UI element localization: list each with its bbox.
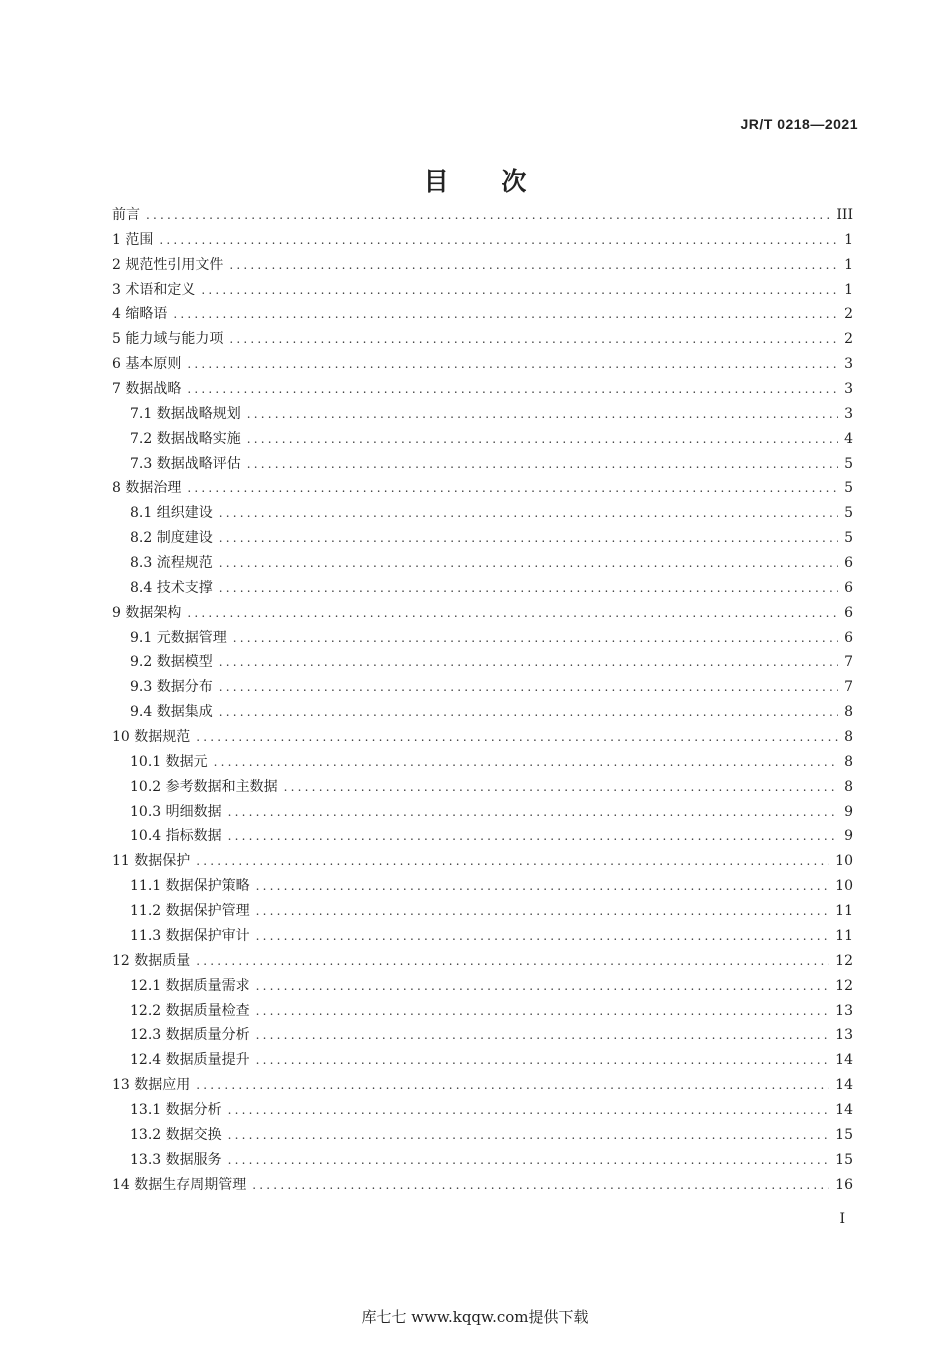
toc-leader-dots — [219, 675, 838, 700]
page-number: I — [839, 1211, 845, 1227]
toc-leader-dots — [219, 650, 838, 675]
toc-entry-page: 6 — [844, 604, 853, 621]
toc-leader-dots — [284, 775, 838, 800]
toc-entry-label: 12.3 数据质量分析 — [130, 1027, 250, 1044]
toc-entry-label: 13.1 数据分析 — [130, 1101, 222, 1118]
toc-entry[interactable] — [112, 899, 853, 924]
toc-entry-page: 10 — [835, 878, 853, 895]
toc-leader-dots — [247, 427, 838, 452]
toc-entry[interactable] — [112, 626, 853, 651]
toc-entry-label: 1 范围 — [112, 231, 154, 248]
toc-leader-dots — [228, 1123, 830, 1148]
toc-entry-page: 14 — [835, 1101, 853, 1118]
toc-entry[interactable] — [112, 601, 853, 626]
toc-leader-dots — [247, 402, 838, 427]
toc-entry-page: 11 — [835, 927, 853, 944]
toc-entry-page: 6 — [844, 579, 853, 596]
toc-entry-page: 7 — [844, 679, 853, 696]
toc-entry[interactable] — [112, 327, 853, 352]
toc-entry-page: 13 — [835, 1027, 853, 1044]
toc-entry-label: 9 数据架构 — [112, 604, 182, 621]
toc-entry-label: 10.3 明细数据 — [130, 803, 222, 820]
toc-entry[interactable] — [112, 526, 853, 551]
toc-entry-label: 2 规范性引用文件 — [112, 256, 224, 273]
toc-entry[interactable] — [112, 1023, 853, 1048]
toc-entry[interactable] — [112, 1123, 853, 1148]
toc-entry-label: 5 能力域与能力项 — [112, 331, 224, 348]
toc-entry-label: 11 数据保护 — [112, 853, 191, 870]
toc-entry-label: 12 数据质量 — [112, 952, 191, 969]
toc-entry-page: 2 — [844, 331, 853, 348]
toc-entry-label: 8.2 制度建设 — [130, 530, 213, 547]
toc-entry[interactable] — [112, 302, 853, 327]
table-of-contents — [112, 203, 853, 1197]
toc-leader-dots — [256, 1023, 830, 1048]
toc-entry[interactable] — [112, 576, 853, 601]
toc-leader-dots — [187, 601, 838, 626]
toc-entry-page: 8 — [844, 704, 853, 721]
toc-leader-dots — [196, 1073, 829, 1098]
toc-entry-page: 5 — [844, 505, 853, 522]
toc-entry-label: 前言 — [112, 207, 140, 223]
toc-entry-label: 13.2 数据交换 — [130, 1126, 222, 1143]
toc-entry-page: 15 — [835, 1151, 853, 1168]
toc-entry-page: 3 — [844, 356, 853, 373]
toc-entry-page: 8 — [844, 753, 853, 770]
toc-entry[interactable] — [112, 203, 853, 228]
toc-entry-label: 12.1 数据质量需求 — [130, 977, 250, 994]
toc-entry-label: 10.2 参考数据和主数据 — [130, 778, 278, 795]
toc-leader-dots — [256, 924, 830, 949]
toc-entry-page: 16 — [835, 1176, 853, 1193]
toc-entry-label: 8.1 组织建设 — [130, 505, 213, 522]
toc-entry[interactable] — [112, 1148, 853, 1173]
toc-entry-page: 15 — [835, 1126, 853, 1143]
toc-entry[interactable] — [112, 650, 853, 675]
toc-entry[interactable] — [112, 1173, 853, 1198]
toc-entry-page: 1 — [844, 281, 853, 298]
toc-leader-dots — [219, 501, 838, 526]
standard-code: JR/T 0218—2021 — [740, 116, 858, 132]
toc-leader-dots — [256, 874, 830, 899]
toc-entry-label: 12.2 数据质量检查 — [130, 1002, 250, 1019]
toc-leader-dots — [229, 253, 838, 278]
toc-entry-page: 12 — [835, 952, 853, 969]
toc-entry-label: 9.2 数据模型 — [130, 654, 213, 671]
toc-entry[interactable] — [112, 452, 853, 477]
toc-entry-label: 7.3 数据战略评估 — [130, 455, 241, 472]
toc-entry-page: 6 — [844, 555, 853, 572]
toc-entry-page: 9 — [844, 828, 853, 845]
toc-entry-page: 4 — [844, 430, 853, 447]
toc-entry[interactable] — [112, 402, 853, 427]
toc-leader-dots — [187, 476, 838, 501]
toc-entry-label: 10.1 数据元 — [130, 753, 208, 770]
toc-leader-dots — [256, 974, 830, 999]
toc-entry-label: 14 数据生存周期管理 — [112, 1176, 247, 1193]
toc-entry-page: 3 — [844, 381, 853, 398]
toc-entry-page: 11 — [835, 903, 853, 920]
toc-entry-page: 13 — [835, 1002, 853, 1019]
toc-entry-label: 7.1 数据战略规划 — [130, 405, 241, 422]
toc-entry-label: 9.3 数据分布 — [130, 679, 213, 696]
toc-entry[interactable] — [112, 253, 853, 278]
toc-entry-page: 1 — [844, 231, 853, 248]
toc-entry-page: 3 — [844, 405, 853, 422]
toc-leader-dots — [219, 700, 838, 725]
footer-watermark: 库七七 www.kqqw.com提供下载 — [361, 1308, 589, 1326]
toc-entry[interactable] — [112, 775, 853, 800]
toc-leader-dots — [247, 452, 838, 477]
toc-entry-label: 3 术语和定义 — [112, 281, 196, 298]
toc-entry-page: 7 — [844, 654, 853, 671]
toc-entry-page: 8 — [844, 778, 853, 795]
toc-leader-dots — [219, 526, 838, 551]
toc-leader-dots — [173, 302, 838, 327]
toc-leader-dots — [196, 849, 829, 874]
toc-leader-dots — [187, 352, 838, 377]
toc-entry-page: 12 — [835, 977, 853, 994]
toc-entry[interactable] — [112, 849, 853, 874]
toc-entry[interactable] — [112, 1098, 853, 1123]
toc-entry[interactable] — [112, 700, 853, 725]
toc-leader-dots — [229, 327, 838, 352]
toc-entry-page: 10 — [835, 853, 853, 870]
toc-leader-dots — [256, 1048, 830, 1073]
toc-entry-page: 9 — [844, 803, 853, 820]
toc-entry-page: 14 — [835, 1077, 853, 1094]
toc-entry-label: 7.2 数据战略实施 — [130, 430, 241, 447]
toc-entry-label: 10.4 指标数据 — [130, 828, 222, 845]
toc-entry-label: 9.1 元数据管理 — [130, 629, 227, 646]
toc-leader-dots — [228, 824, 838, 849]
toc-entry[interactable] — [112, 1073, 853, 1098]
toc-leader-dots — [256, 999, 830, 1024]
toc-leader-dots — [252, 1173, 829, 1198]
toc-entry-page: 5 — [844, 455, 853, 472]
toc-entry[interactable] — [112, 725, 853, 750]
toc-entry-label: 9.4 数据集成 — [130, 704, 213, 721]
toc-entry-page: 14 — [835, 1052, 853, 1069]
toc-entry[interactable] — [112, 949, 853, 974]
toc-entry[interactable] — [112, 352, 853, 377]
toc-leader-dots — [214, 750, 838, 775]
toc-entry[interactable] — [112, 228, 853, 253]
toc-entry-label: 8 数据治理 — [112, 480, 182, 497]
toc-entry-page: 5 — [844, 480, 853, 497]
toc-entry-label: 7 数据战略 — [112, 381, 182, 398]
toc-leader-dots — [228, 1098, 830, 1123]
toc-entry[interactable] — [112, 999, 853, 1024]
toc-entry[interactable] — [112, 278, 853, 303]
toc-title: 目 次 — [423, 167, 549, 196]
toc-leader-dots — [196, 725, 838, 750]
toc-entry-page: 6 — [844, 629, 853, 646]
toc-leader-dots — [219, 551, 838, 576]
toc-entry-label: 13.3 数据服务 — [130, 1151, 222, 1168]
toc-leader-dots — [228, 1148, 830, 1173]
toc-entry-label: 4 缩略语 — [112, 306, 168, 323]
toc-entry-page: 8 — [844, 729, 853, 746]
toc-entry[interactable] — [112, 501, 853, 526]
toc-entry[interactable] — [112, 824, 853, 849]
toc-entry-label: 11.2 数据保护管理 — [130, 903, 250, 920]
toc-entry[interactable] — [112, 974, 853, 999]
toc-entry-label: 13 数据应用 — [112, 1077, 191, 1094]
toc-entry[interactable] — [112, 377, 853, 402]
toc-leader-dots — [201, 278, 838, 303]
toc-entry[interactable] — [112, 924, 853, 949]
toc-leader-dots — [228, 800, 838, 825]
toc-entry-label: 8.4 技术支撑 — [130, 579, 213, 596]
toc-leader-dots — [256, 899, 830, 924]
toc-entry[interactable] — [112, 675, 853, 700]
toc-entry-label: 11.1 数据保护策略 — [130, 878, 250, 895]
toc-entry-page: III — [836, 207, 853, 223]
toc-leader-dots — [146, 203, 830, 228]
toc-leader-dots — [219, 576, 838, 601]
toc-entry[interactable] — [112, 1048, 853, 1073]
toc-entry-page: 5 — [844, 530, 853, 547]
toc-entry[interactable] — [112, 476, 853, 501]
toc-entry[interactable] — [112, 750, 853, 775]
toc-leader-dots — [187, 377, 838, 402]
toc-leader-dots — [233, 626, 838, 651]
toc-entry[interactable] — [112, 874, 853, 899]
toc-entry-page: 1 — [844, 256, 853, 273]
toc-leader-dots — [159, 228, 838, 253]
toc-entry[interactable] — [112, 551, 853, 576]
toc-entry-label: 12.4 数据质量提升 — [130, 1052, 250, 1069]
toc-leader-dots — [196, 949, 829, 974]
toc-entry-label: 11.3 数据保护审计 — [130, 927, 250, 944]
toc-entry[interactable] — [112, 427, 853, 452]
toc-entry[interactable] — [112, 800, 853, 825]
toc-entry-label: 10 数据规范 — [112, 729, 191, 746]
toc-entry-label: 8.3 流程规范 — [130, 555, 213, 572]
toc-entry-page: 2 — [844, 306, 853, 323]
toc-entry-label: 6 基本原则 — [112, 356, 182, 373]
